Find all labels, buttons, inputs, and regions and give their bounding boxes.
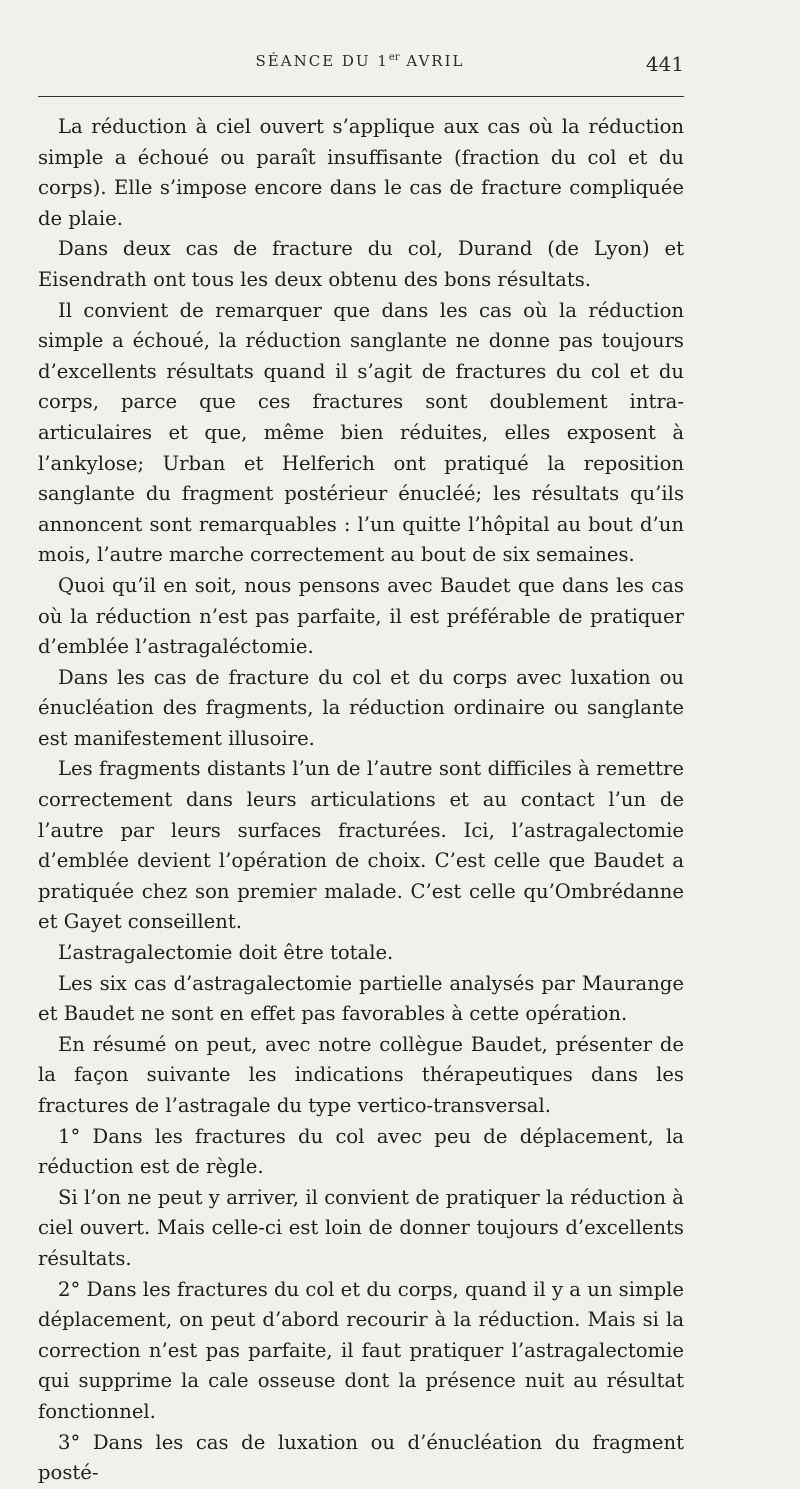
running-title — [36, 52, 684, 70]
page-number: 441 — [645, 52, 684, 76]
paragraph: L’astragalectomie doit être totale. — [58, 941, 394, 965]
paragraph: Dans les cas de fracture du col et du corps avec luxation ou énucléation des fragments, la réduction ordinaire ou sanglante est manifestement illusoire. — [38, 665, 684, 750]
paragraph: 3° Dans les cas de luxation ou d’énucléation du fragment posté- — [38, 1430, 684, 1485]
paragraph: En résumé on peut, avec notre collègue Baudet, présenter de la façon suivante les indications thérapeutiques dans les fractures de l’astragale du type vertico-transversal. — [38, 1032, 684, 1117]
paragraph: 1° Dans les fractures du col avec peu de déplacement, la réduction est de règle. — [38, 1124, 684, 1179]
header-rule — [38, 96, 684, 97]
paragraph: Les fragments distants l’un de l’autre sont difficiles à remettre correctement dans leurs articulations et au contact l’un de l’autre par leurs surfaces fracturées. Ici, l’astragalectomie d’emblée devient l’opération de choix. C’est celle que Baudet a pratiquée chez son premier malade. C’est celle qu’Ombrédanne et Gayet conseillent. — [38, 757, 684, 934]
paragraph: Dans deux cas de fracture du col, Durand (de Lyon) et Eisendrath ont tous les deux obtenu des bons résultats. — [38, 237, 684, 291]
running-title-superscript: er — [388, 52, 400, 63]
running-title-suffix: AVRIL — [399, 52, 465, 70]
paragraph: Si l’on ne peut y arriver, il convient de pratiquer la réduction à ciel ouvert. Mais celle-ci est loin de donner toujours d’excellents résultats. — [38, 1185, 684, 1270]
page-header — [36, 52, 684, 84]
paragraph: Quoi qu’il en soit, nous pensons avec Baudet que dans les cas où la réduction n’est pas parfaite, il est préférable de pratiquer d’emblée l’astragaléctomie. — [38, 573, 684, 659]
paragraph: La réduction à ciel ouvert s’applique aux cas où la réduction simple a échoué ou paraît insuffisante (fraction du col et du corps). Elle s’impose encore dans le cas de fracture compliquée de plaie. — [38, 115, 684, 230]
paragraph: Il convient de remarquer que dans les cas où la réduction simple a échoué, la réduction sanglante ne donne pas toujours d’excellents résultats quand il s’agit de fractures du col et du corps, parce que ces fractures sont doublement intra-articulaires et que, même bien réduites, elles exposent à l’ankylose; Urban et Helferich ont pratiqué la reposition sanglante du fragment postérieur énucléé; les résultats qu’ils annoncent sont remarquables : l’un quitte l’hôpital au bout d’un mois, l’autre marche correctement au bout de six semaines. — [38, 298, 684, 567]
running-title-prefix: SÉANCE DU 1 — [255, 52, 389, 70]
paragraph: 2° Dans les fractures du col et du corps, quand il y a un simple déplacement, on peut d’abord recourir à la réduction. Mais si la correction n’est pas parfaite, il faut pratiquer l’astragalectomie qui supprime la cale osseuse dont la présence nuit au résultat fonctionnel. — [38, 1277, 684, 1423]
body-text — [38, 112, 684, 1489]
paragraph: Les six cas d’astragalectomie partielle analysés par Maurange et Baudet ne sont en effet pas favorables à cette opération. — [38, 971, 684, 1026]
